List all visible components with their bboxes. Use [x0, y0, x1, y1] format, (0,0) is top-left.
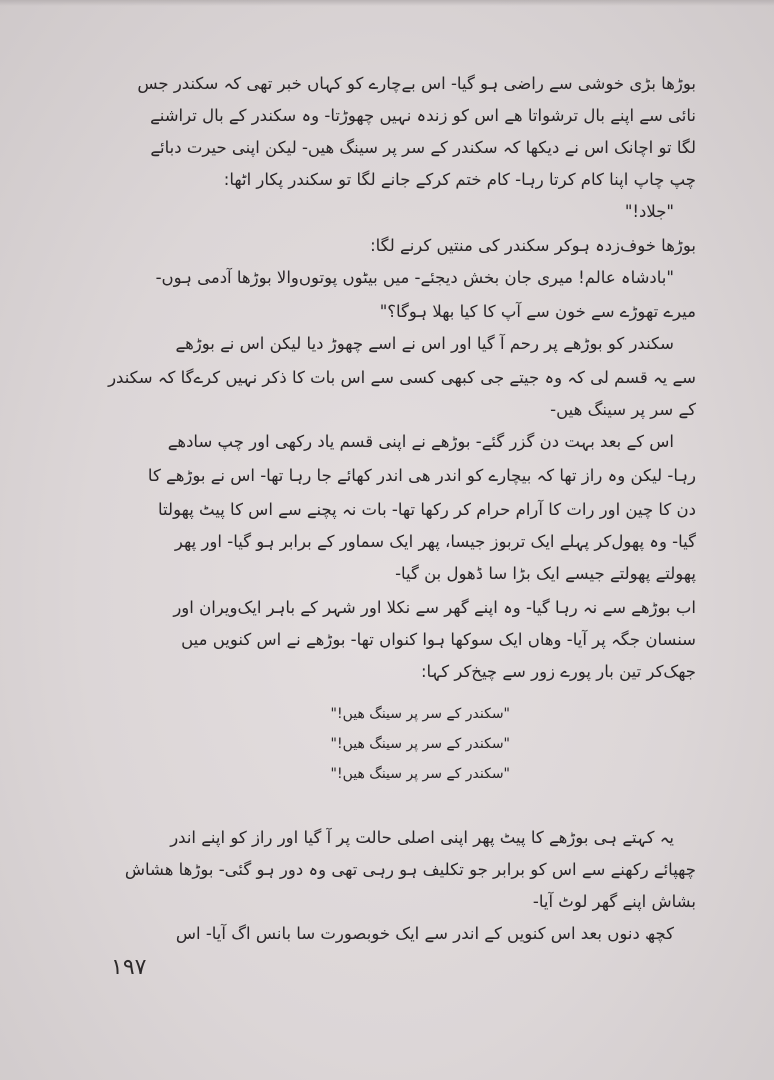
text-line: میرے تھوڑے سے خون سے آپ کا کیا بھلا ہوگا؟" — [379, 302, 696, 321]
text-line: اس کے بعد بہت دن گزر گئے- بوڑھے نے اپنی قسم یاد رکھی اور چپ سادھے — [167, 432, 674, 451]
shout-line: "سکندر کے سر پر سینگ ھیں!" — [330, 706, 510, 722]
text-line: بوڑھا خوف‌زدہ ہوکر سکندر کی منتیں کرنے لگا: — [370, 236, 696, 255]
text-line: بشاش اپنے گھر لوٹ آیا- — [532, 892, 696, 911]
text-line: چپ چاپ اپنا کام کرتا رہا- کام ختم کرکے جانے لگا تو سکندر پکار اٹھا: — [223, 170, 696, 189]
text-line: دن کا چین اور رات کا آرام حرام کر رکھا تھا- بات نہ پچنے سے اس کا پیٹ پھولتا — [158, 500, 696, 519]
page-number: ۱۹۷ — [111, 955, 147, 980]
page-top-shadow — [0, 0, 774, 6]
text-line: سکندر کو بوڑھے پر رحم آ گیا اور اس نے اسے چھوڑ دیا لیکن اس نے بوڑھے — [175, 334, 674, 353]
text-line: یہ کہتے ہی بوڑھے کا پیٹ پھر اپنی اصلی حالت پر آ گیا اور راز کو اپنے اندر — [170, 828, 674, 847]
shout-line: "سکندر کے سر پر سینگ ھیں!" — [330, 766, 510, 782]
text-line: جھک‌کر تین بار پورے زور سے چیخ‌کر کہا: — [420, 662, 696, 681]
text-line: چھپائے رکھنے سے اس کو برابر جو تکلیف ہو رہی تھی وہ دور ہو گئی- بوڑھا ھشاش — [124, 860, 696, 879]
text-line: اب بوڑھے سے نہ رہا گیا- وہ اپنے گھر سے نکلا اور شہر کے باہر ایک‌ویران اور — [173, 598, 696, 617]
text-line: رہا- لیکن وہ راز تھا کہ بیچارے کو اندر ھی اندر کھائے جا رہا تھا- اس نے بوڑھے کا — [147, 466, 696, 485]
text-line: گیا- وہ پھول‌کر پہلے ایک تربوز جیسا، پھر ایک سماور کے برابر ہو گیا- اور پھر — [174, 532, 696, 551]
text-line: "بادشاہ عالم! میری جان بخش دیجئے- میں بیٹوں پوتوں‌والا بوڑھا آدمی ہوں- — [155, 268, 674, 287]
shout-line: "سکندر کے سر پر سینگ ھیں!" — [330, 736, 510, 752]
text-line: پھولتے پھولتے جیسے ایک بڑا سا ڈھول بن گیا- — [395, 564, 696, 583]
text-line: سنسان جگہ پر آیا- وھاں ایک سوکھا ہوا کنواں تھا- بوڑھے نے اس کنویں میں — [181, 630, 696, 649]
text-line: سے یہ قسم لی کہ وہ جیتے جی کبھی کسی سے اس بات کا ذکر نہیں کرےگا کہ سکندر — [108, 368, 696, 387]
text-line: کچھ دنوں بعد اس کنویں کے اندر سے ایک خوبصورت سا بانس اگ آیا- اس — [175, 924, 674, 943]
text-line: بوڑھا بڑی خوشی سے راضی ہو گیا- اس بےچارے کو کہاں خبر تھی کہ سکندر جس — [137, 74, 696, 93]
text-line: لگا تو اچانک اس نے دیکھا کہ سکندر کے سر پر سینگ ھیں- لیکن اپنی حیرت دبائے — [150, 138, 696, 157]
text-line: نائی سے اپنے بال ترشواتا ھے اس کو زندہ نہیں چھوڑتا- وہ سکندر کے بال تراشنے — [150, 106, 696, 125]
text-line: "جلاد!" — [624, 202, 674, 221]
text-line: کے سر پر سینگ ھیں- — [550, 400, 696, 419]
